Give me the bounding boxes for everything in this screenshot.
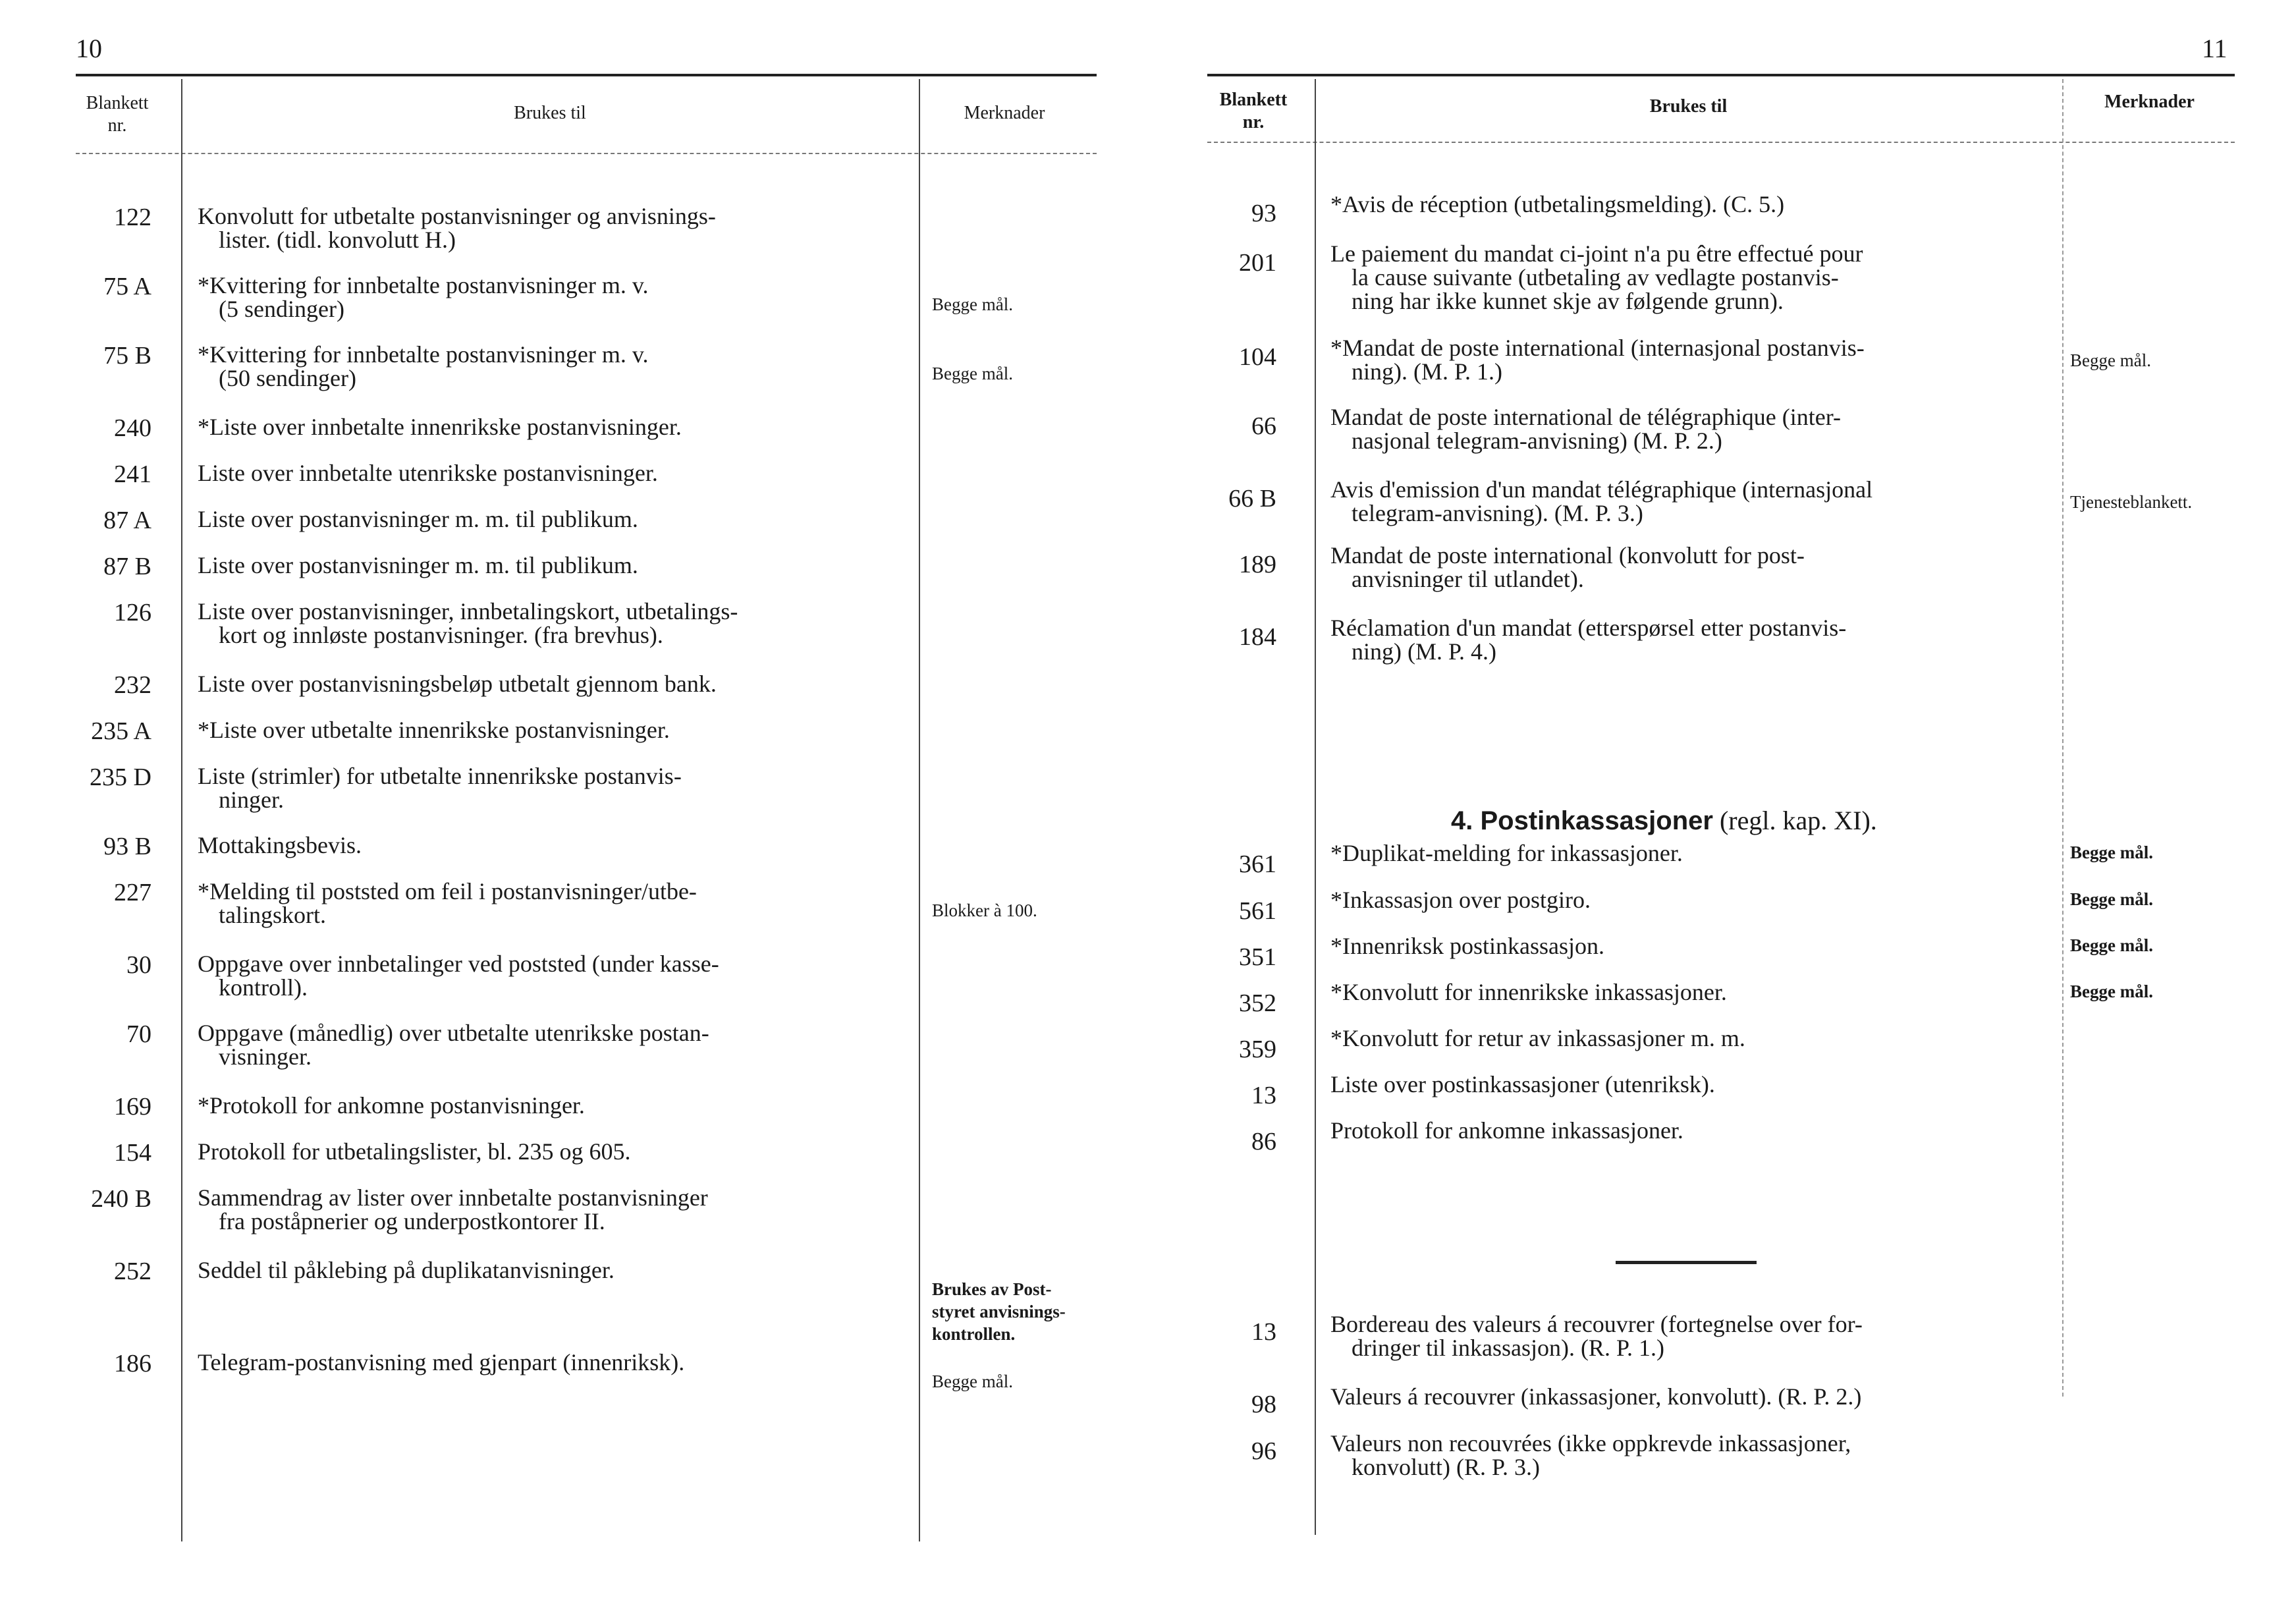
right-page (1148, 0, 2296, 1608)
form-number: 561 (1239, 897, 1276, 925)
column-divider (1315, 79, 1316, 1535)
form-description (198, 1350, 684, 1374)
form-description (198, 879, 697, 927)
remark-line: Begge mål. (2070, 889, 2153, 909)
form-number: 96 (1251, 1437, 1276, 1465)
form-description (198, 833, 362, 857)
description-line: Konvolutt for utbetalte postanvisninger og anvisnings- (198, 203, 716, 229)
remark (2070, 934, 2153, 956)
remark-line: Begge mål. (932, 294, 1013, 314)
description-line: *Inkassasjon over postgiro. (1330, 887, 1591, 913)
form-number: 186 (114, 1350, 151, 1377)
form-description (1330, 478, 1872, 525)
description-line: *Kvittering for innbetalte postanvisninger m. v. (198, 272, 649, 298)
description-line: Avis d'emission d'un mandat télégraphique (internasjonal (1330, 476, 1873, 503)
form-number: 352 (1239, 989, 1276, 1017)
description-line: ning) (M. P. 4.) (1352, 638, 1497, 665)
column-divider (919, 79, 920, 1541)
form-number: 184 (1239, 623, 1276, 651)
form-description (198, 461, 658, 485)
description-line: telegram-anvisning). (M. P. 3.) (1352, 500, 1643, 526)
form-number: 241 (114, 460, 151, 488)
form-description (198, 1258, 615, 1282)
remark-line: Blokker à 100. (932, 901, 1037, 920)
remark-line: Tjenesteblankett. (2070, 492, 2193, 512)
description-line: Oppgave (månedlig) over utbetalte utenrikske postan- (198, 1020, 709, 1046)
header-rule (76, 74, 1097, 76)
header-blankett: Blankett nr. (1219, 90, 1288, 132)
description-line: *Kvittering for innbetalte postanvisninger m. v. (198, 341, 649, 368)
header-merknader: Merknader (2104, 92, 2195, 112)
form-number: 66 (1251, 412, 1276, 440)
remark-line: Begge mål. (2070, 935, 2153, 955)
form-number: 235 A (91, 717, 151, 745)
form-number: 189 (1239, 551, 1276, 578)
form-description (198, 507, 638, 531)
description-line: (50 sendinger) (219, 365, 356, 391)
form-description (1330, 1072, 1715, 1096)
form-number: 104 (1239, 343, 1276, 371)
form-number: 201 (1239, 249, 1276, 277)
description-line: Le paiement du mandat ci-joint n'a pu être effectué pour (1330, 240, 1863, 267)
description-line: Protokoll for utbetalingslister, bl. 235 og 605. (198, 1138, 631, 1165)
description-line: Mottakingsbevis. (198, 832, 362, 858)
description-line: lister. (tidl. konvolutt H.) (219, 227, 456, 253)
description-line: Valeurs á recouvrer (inkassasjoner, konvolutt). (R. P. 2.) (1330, 1383, 1862, 1410)
separator-rule (1616, 1261, 1757, 1264)
header-brukes-til: Brukes til (514, 103, 586, 123)
form-number: 75 B (103, 342, 151, 370)
description-line: *Duplikat-melding for inkassasjoner. (1330, 840, 1683, 866)
form-description (1330, 1026, 1745, 1050)
form-description (198, 343, 649, 390)
form-description (1330, 1119, 1683, 1142)
form-number: 169 (114, 1093, 151, 1121)
form-number: 235 D (90, 763, 151, 791)
description-line: Liste over postanvisninger, innbetalingskort, utbetalings- (198, 598, 738, 624)
remark-line: styret anvisnings- (932, 1302, 1066, 1321)
form-description (198, 553, 638, 577)
form-description (198, 204, 716, 252)
description-line: Liste (strimler) for utbetalte innenrikske postanvis- (198, 763, 682, 789)
section-title: 4. Postinkassasjoner (regl. kap. XI). (1451, 806, 1877, 835)
remark-line: Brukes av Post- (932, 1279, 1052, 1299)
form-description (1330, 1385, 1861, 1408)
page-number: 10 (76, 34, 102, 63)
form-number: 87 B (103, 553, 151, 580)
description-line: anvisninger til utlandet). (1352, 566, 1584, 592)
description-line: ninger. (219, 787, 284, 813)
header-brukes-til: Brukes til (1649, 96, 1728, 117)
form-number: 154 (114, 1139, 151, 1167)
column-divider (2062, 79, 2064, 1397)
form-number: 126 (114, 599, 151, 626)
remark-line: kontrollen. (932, 1324, 1016, 1344)
remark (2070, 888, 2153, 910)
form-number: 351 (1239, 943, 1276, 971)
description-line: Liste over postinkassasjoner (utenriksk). (1330, 1071, 1715, 1097)
description-line: la cause suivante (utbetaling av vedlagte postanvis- (1352, 264, 1839, 291)
form-description (1330, 980, 1727, 1004)
description-line: ning). (M. P. 1.) (1352, 358, 1503, 385)
description-line: Mandat de poste international (konvolutt for post- (1330, 542, 1805, 568)
header-merknader: Merknader (964, 103, 1045, 123)
remark-line: Begge mål. (932, 1372, 1013, 1391)
form-number: 240 B (91, 1185, 151, 1213)
form-description (1330, 242, 1863, 313)
description-line: *Liste over innbetalte innenrikske postanvisninger. (198, 414, 682, 440)
header-divider (76, 153, 1097, 154)
description-line: *Melding til poststed om feil i postanvisninger/utbe- (198, 878, 697, 904)
form-description (198, 764, 682, 812)
description-line: kort og innløste postanvisninger. (fra brevhus). (219, 622, 663, 648)
form-number: 70 (126, 1020, 151, 1048)
description-line: *Protokoll for ankomne postanvisninger. (198, 1092, 585, 1119)
remark (932, 362, 1013, 385)
form-description (198, 599, 738, 647)
description-line: dringer til inkassasjon). (R. P. 1.) (1352, 1335, 1664, 1361)
description-line: Liste over innbetalte utenrikske postanvisninger. (198, 460, 658, 486)
page-number: 11 (2202, 34, 2228, 63)
remark-line: Begge mål. (2070, 843, 2153, 862)
description-line: nasjonal telegram-anvisning) (M. P. 2.) (1352, 428, 1722, 454)
remark-line: Begge mål. (2070, 350, 2151, 370)
form-description (1330, 192, 1784, 216)
description-line: kontroll). (219, 974, 308, 1001)
form-number: 87 A (103, 507, 151, 534)
description-line: visninger. (219, 1043, 312, 1070)
description-line: *Mandat de poste international (internasjonal postanvis- (1330, 335, 1865, 361)
description-line: konvolutt) (R. P. 3.) (1352, 1454, 1541, 1480)
description-line: (5 sendinger) (219, 296, 344, 322)
form-description (1330, 1312, 1863, 1360)
remark (932, 899, 1037, 922)
form-description (198, 1140, 631, 1163)
description-line: *Innenriksk postinkassasjon. (1330, 933, 1604, 959)
remark (932, 1278, 1066, 1345)
remark-line: Begge mål. (2070, 982, 2153, 1001)
form-number: 359 (1239, 1036, 1276, 1063)
description-line: Mandat de poste international de télégraphique (inter- (1330, 404, 1841, 430)
form-number: 227 (114, 879, 151, 906)
description-line: fra poståpnerier og underpostkontorer II. (219, 1208, 605, 1234)
header-rule (1207, 74, 2235, 76)
description-line: ning har ikke kunnet skje av følgende grunn). (1352, 288, 1784, 314)
description-line: *Konvolutt for retur av inkassasjoner m. m. (1330, 1025, 1745, 1051)
description-line: *Liste over utbetalte innenrikske postanvisninger. (198, 717, 670, 743)
form-number: 66 B (1228, 485, 1276, 513)
form-description (198, 415, 682, 439)
form-number: 98 (1251, 1391, 1276, 1418)
form-description (198, 1021, 709, 1068)
form-description (198, 273, 649, 321)
description-line: Réclamation d'un mandat (etterspørsel etter postanvis- (1330, 615, 1847, 641)
form-description (1330, 1431, 1851, 1479)
form-number: 13 (1251, 1318, 1276, 1346)
description-line: Liste over postanvisninger m. m. til publikum. (198, 552, 638, 578)
form-description (198, 672, 717, 696)
header-divider (1207, 142, 2235, 143)
form-description (1330, 336, 1865, 383)
form-number: 75 A (103, 273, 151, 300)
form-description (198, 1186, 708, 1233)
remark (932, 1370, 1013, 1393)
form-number: 13 (1251, 1082, 1276, 1109)
column-divider (181, 79, 182, 1541)
remark-line: Begge mål. (932, 364, 1013, 383)
description-line: Liste over postanvisningsbeløp utbetalt gjennom bank. (198, 671, 717, 697)
form-number: 93 (1251, 200, 1276, 227)
description-line: Oppgave over innbetalinger ved poststed (under kasse- (198, 951, 719, 977)
description-line: *Avis de réception (utbetalingsmelding). (C. 5.) (1330, 191, 1785, 217)
form-number: 93 B (103, 833, 151, 860)
description-line: Sammendrag av lister over innbetalte postanvisninger (198, 1184, 708, 1211)
remark (2070, 841, 2153, 864)
form-description (1330, 888, 1591, 912)
form-description (198, 718, 670, 742)
description-line: Liste over postanvisninger m. m. til publikum. (198, 506, 638, 532)
description-line: Protokoll for ankomne inkassasjoner. (1330, 1117, 1683, 1144)
description-line: Valeurs non recouvrées (ikke oppkrevde inkassasjoner, (1330, 1430, 1851, 1456)
remark (2070, 491, 2192, 513)
form-number: 30 (126, 951, 151, 979)
form-description (1330, 934, 1604, 958)
form-number: 240 (114, 414, 151, 442)
form-description (1330, 543, 1805, 591)
form-number: 86 (1251, 1128, 1276, 1155)
form-description (198, 1094, 585, 1117)
form-number: 252 (114, 1258, 151, 1285)
form-description (1330, 616, 1846, 663)
remark (2070, 980, 2153, 1003)
description-line: talingskort. (219, 902, 326, 928)
form-description (1330, 841, 1683, 865)
description-line: Telegram-postanvisning med gjenpart (innenriksk). (198, 1349, 685, 1375)
remark (2070, 349, 2151, 372)
description-line: *Konvolutt for innenrikske inkassasjoner. (1330, 979, 1727, 1005)
form-description (1330, 405, 1841, 453)
form-number: 232 (114, 671, 151, 699)
remark (932, 293, 1013, 316)
header-blankett: Blankett nr. (86, 93, 149, 136)
form-number: 122 (114, 204, 151, 231)
description-line: Bordereau des valeurs á recouvrer (fortegnelse over for- (1330, 1311, 1863, 1337)
description-line: Seddel til påklebing på duplikatanvisninger. (198, 1257, 615, 1283)
form-description (198, 952, 719, 999)
form-number: 361 (1239, 850, 1276, 878)
